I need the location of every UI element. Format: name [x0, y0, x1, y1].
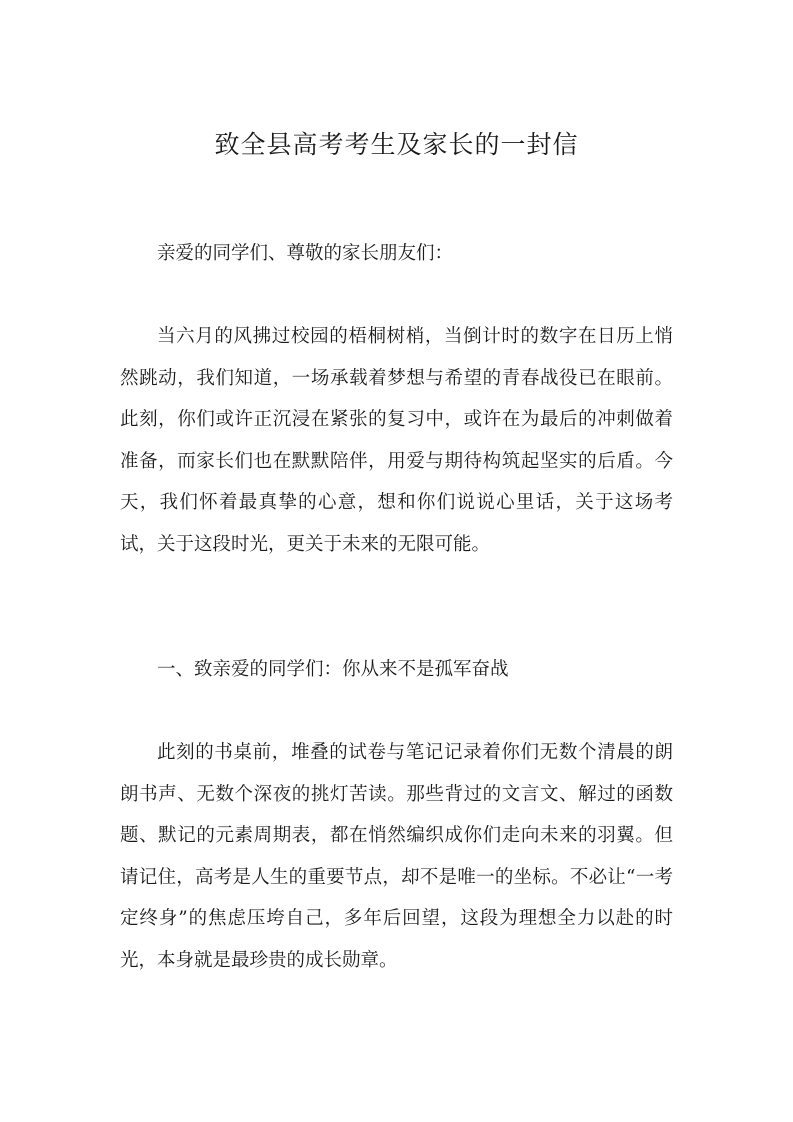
document-title: 致全县高考考生及家长的一封信 — [214, 130, 579, 159]
paragraph-1: 当六月的风拂过校园的梧桐树梢，当倒计时的数字在日历上悄然跳动，我们知道，一场承载着梦想与希望的青春战役已在眼前。此刻，你们或许正沉浸在紧张的复习中，或许在为最后的冲刺做着准备，而家长们也在默默陪伴，用爱与期待构筑起坚实的后盾。今天，我们怀着最真挚的心意，想和你们说说心里话，关于这场考试，关于这段时光，更关于未来的无限可能。 — [120, 326, 673, 555]
paragraph-2: 此刻的书桌前，堆叠的试卷与笔记记录着你们无数个清晨的朗朗书声、无数个深夜的挑灯苦读。那些背过的文言文、解过的函数题、默记的元素周期表，都在悄然编织成你们走向未来的羽翼。但请记住，高考是人生的重要节点，却不是唯一的坐标。不必让“一考定终身”的焦虑压垮自己，多年后回望，这段为理想全力以赴的时光，本身就是最珍贵的成长勋章。 — [120, 742, 673, 971]
salutation: 亲爱的同学们、尊敬的家长朋友们： — [157, 243, 454, 264]
section-heading-1: 一、致亲爱的同学们：你从来不是孤军奋战 — [157, 659, 509, 680]
